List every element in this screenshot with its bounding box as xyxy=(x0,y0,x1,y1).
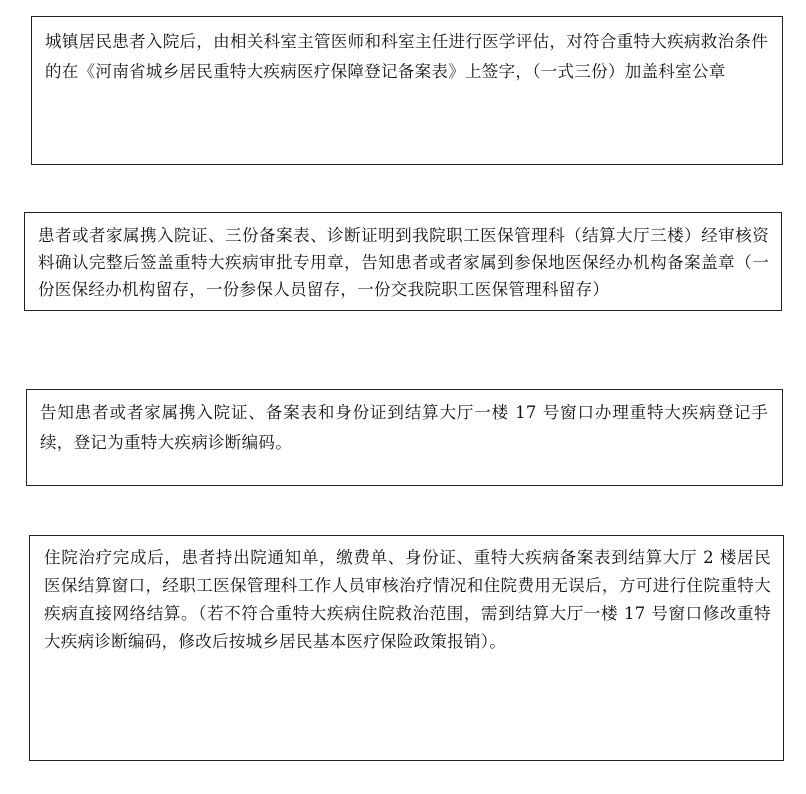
step-box-2 xyxy=(24,212,782,311)
step-box-1 xyxy=(31,16,783,165)
step-box-3 xyxy=(26,389,783,486)
step-text-4: 住院治疗完成后，患者持出院通知单，缴费单、身份证、重特大疾病备案表到结算大厅 2 楼居民医保结算窗口，经职工医保管理科工作人员审核治疗情况和住院费用无误后，方可进行住院重特大疾病直接网络结算。（若不符合重特大疾病住院救治范围，需到结算大厅一楼 17 号窗口修改重特大疾病诊断编码，修改后按城乡居民基本医疗保险政策报销）。 xyxy=(44,548,771,651)
step-text-3: 告知患者或者家属携入院证、备案表和身份证到结算大厅一楼 17 号窗口办理重特大疾病登记手续，登记为重特大疾病诊断编码。 xyxy=(40,403,768,452)
step-box-4 xyxy=(29,535,784,761)
step-text-1: 城镇居民患者入院后，由相关科室主管医师和科室主任进行医学评估，对符合重特大疾病救治条件的在《河南省城乡居民重特大疾病医疗保障登记备案表》上签字，（一式三份）加盖科室公章 xyxy=(45,32,768,81)
step-text-2: 患者或者家属携入院证、三份备案表、诊断证明到我院职工医保管理科（结算大厅三楼）经审核资料确认完整后签盖重特大疾病审批专用章，告知患者或者家属到参保地医保经办机构备案盖章（一份医保经办机构留存，一份参保人员留存，一份交我院职工医保管理科留存） xyxy=(38,226,769,299)
